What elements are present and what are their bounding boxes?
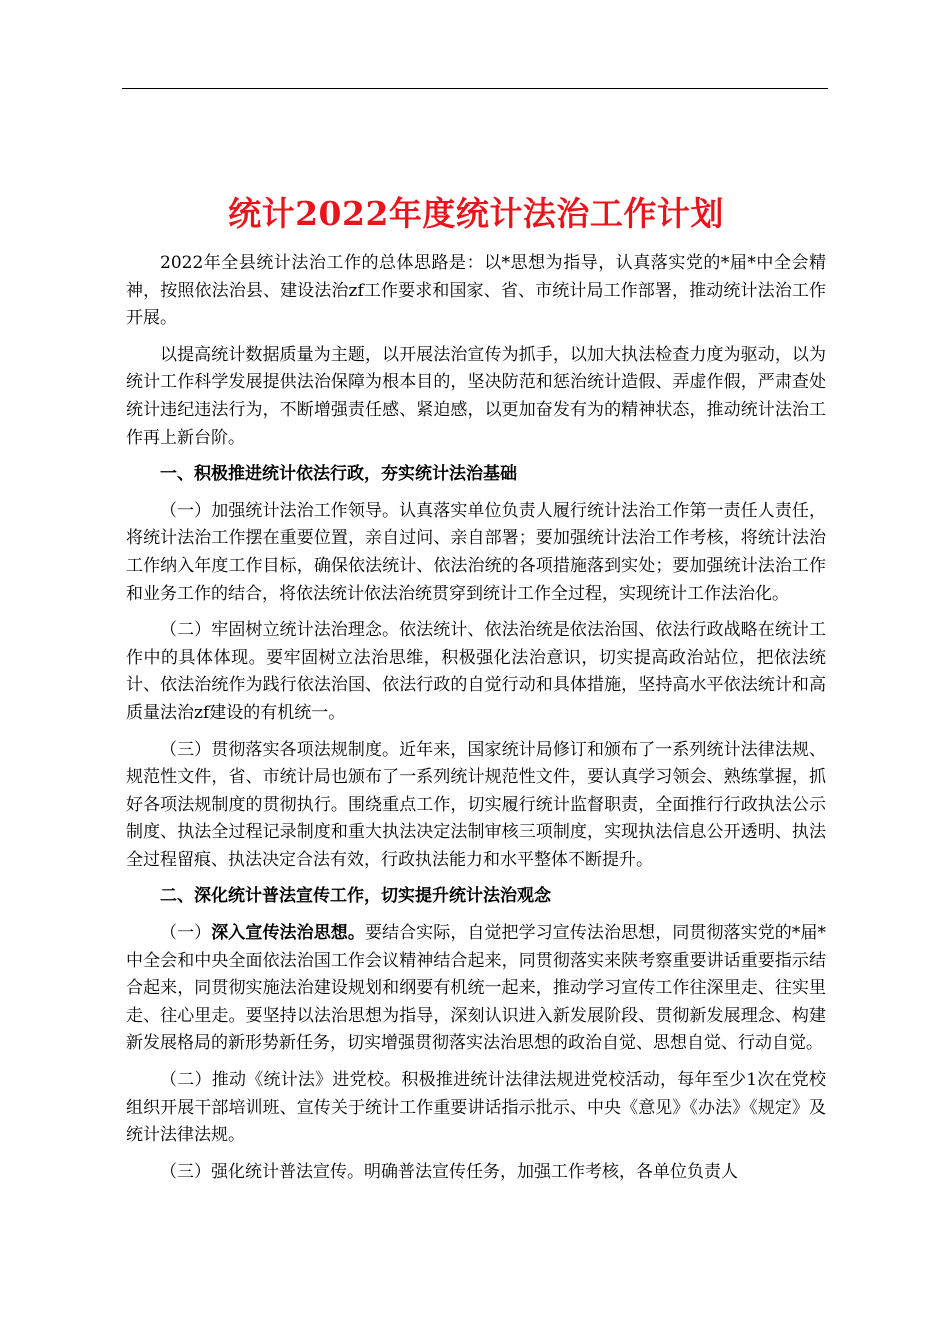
section-paragraph: （二）牢固树立统计法治理念。依法统计、依法治统是依法治国、依法行政战略在统计工作中的具体体现。要牢固树立法治思维，积极强化法治意识，切实提高政治站位，把依法统计、依法治统作为践行依法治国、依法行政的自觉行动和具体措施，坚持高水平依法统计和高质量法治zf建设的有机统一。 [126, 620, 826, 723]
section-paragraph: （一）加强统计法治工作领导。认真落实单位负责人履行统计法治工作第一责任人责任，将统计法治工作摆在重要位置，亲自过问、亲自部署；要加强统计法治工作考核，将统计法治工作纳入年度工作目标，确保依法统计、依法治统的各项措施落到实处；要加强统计法治工作和业务工作的结合，将依法统计依法治统贯穿到统计工作全过程，实现统计工作法治化。 [126, 500, 826, 604]
section-paragraph: （二）推动《统计法》进党校。积极推进统计法律法规进党校活动，每年至少1次在党校组织开展干部培训班、宣传关于统计工作重要讲话指示批示、中央《意见》《办法》《规定》及统计法律法规。 [126, 1070, 826, 1146]
paragraph-prefix: （一） [160, 923, 212, 944]
document-body [126, 190, 826, 1195]
section-heading: 二、深化统计普法宣传工作，切实提升统计法治观念 [160, 886, 551, 907]
section-paragraph: （三）强化统计普法宣传。明确普法宣传任务，加强工作考核，各单位负责人 [160, 1161, 738, 1182]
paragraph-bold-lead: 深入宣传法治思想。 [211, 923, 365, 944]
document-title: 统计2022年度统计法治工作计划 [228, 194, 724, 233]
header-rule [122, 88, 828, 89]
section-paragraph [126, 920, 826, 1058]
intro-paragraph: 2022年全县统计法治工作的总体思路是：以*思想为指导，认真落实党的*届*中全会精神，按照依法治县、建设法治zf工作要求和国家、省、市统计局工作部署，推动统计法治工作开展。 [126, 253, 826, 329]
section-paragraph: （三）贯彻落实各项法规制度。近年来，国家统计局修订和颁布了一系列统计法律法规、规范性文件，省、市统计局也颁布了一系列统计规范性文件，要认真学习领会、熟练掌握，抓好各项法规制度的贯彻执行。围绕重点工作，切实履行统计监督职责，全面推行行政执法公示制度、执法全过程记录制度和重大执法决定法制审核三项制度，实现执法信息公开透明、执法全过程留痕、执法决定合法有效，行政执法能力和水平整体不断提升。 [126, 739, 826, 870]
section-heading: 一、积极推进统计依法行政，夯实统计法治基础 [160, 464, 517, 485]
intro-paragraph: 以提高统计数据质量为主题，以开展法治宣传为抓手，以加大执法检查力度为驱动，以为统计工作科学发展提供法治保障为根本目的，坚决防范和惩治统计造假、弄虚作假，严肃查处统计违纪违法行为，不断增强责任感、紧迫感，以更加奋发有为的精神状态，推动统计法治工作再上新台阶。 [126, 344, 826, 448]
paragraph-text: 要结合实际，自觉把学习宣传法治思想，同贯彻落实党的*届*中全会和中央全面依法治国工作会议精神结合起来，同贯彻落实来陕考察重要讲话重要指示结合起来，同贯彻实施法治建设规划和纲要有机统一起来，推动学习宣传工作往深里走、往实里走、往心里走。要坚持以法治思想为指导，深刻认识进入新发展阶段、贯彻新发展理念、构建新发展格局的新形势新任务，切实增强贯彻落实法治思想的政治自觉、思想自觉、行动自觉。 [126, 923, 827, 1054]
